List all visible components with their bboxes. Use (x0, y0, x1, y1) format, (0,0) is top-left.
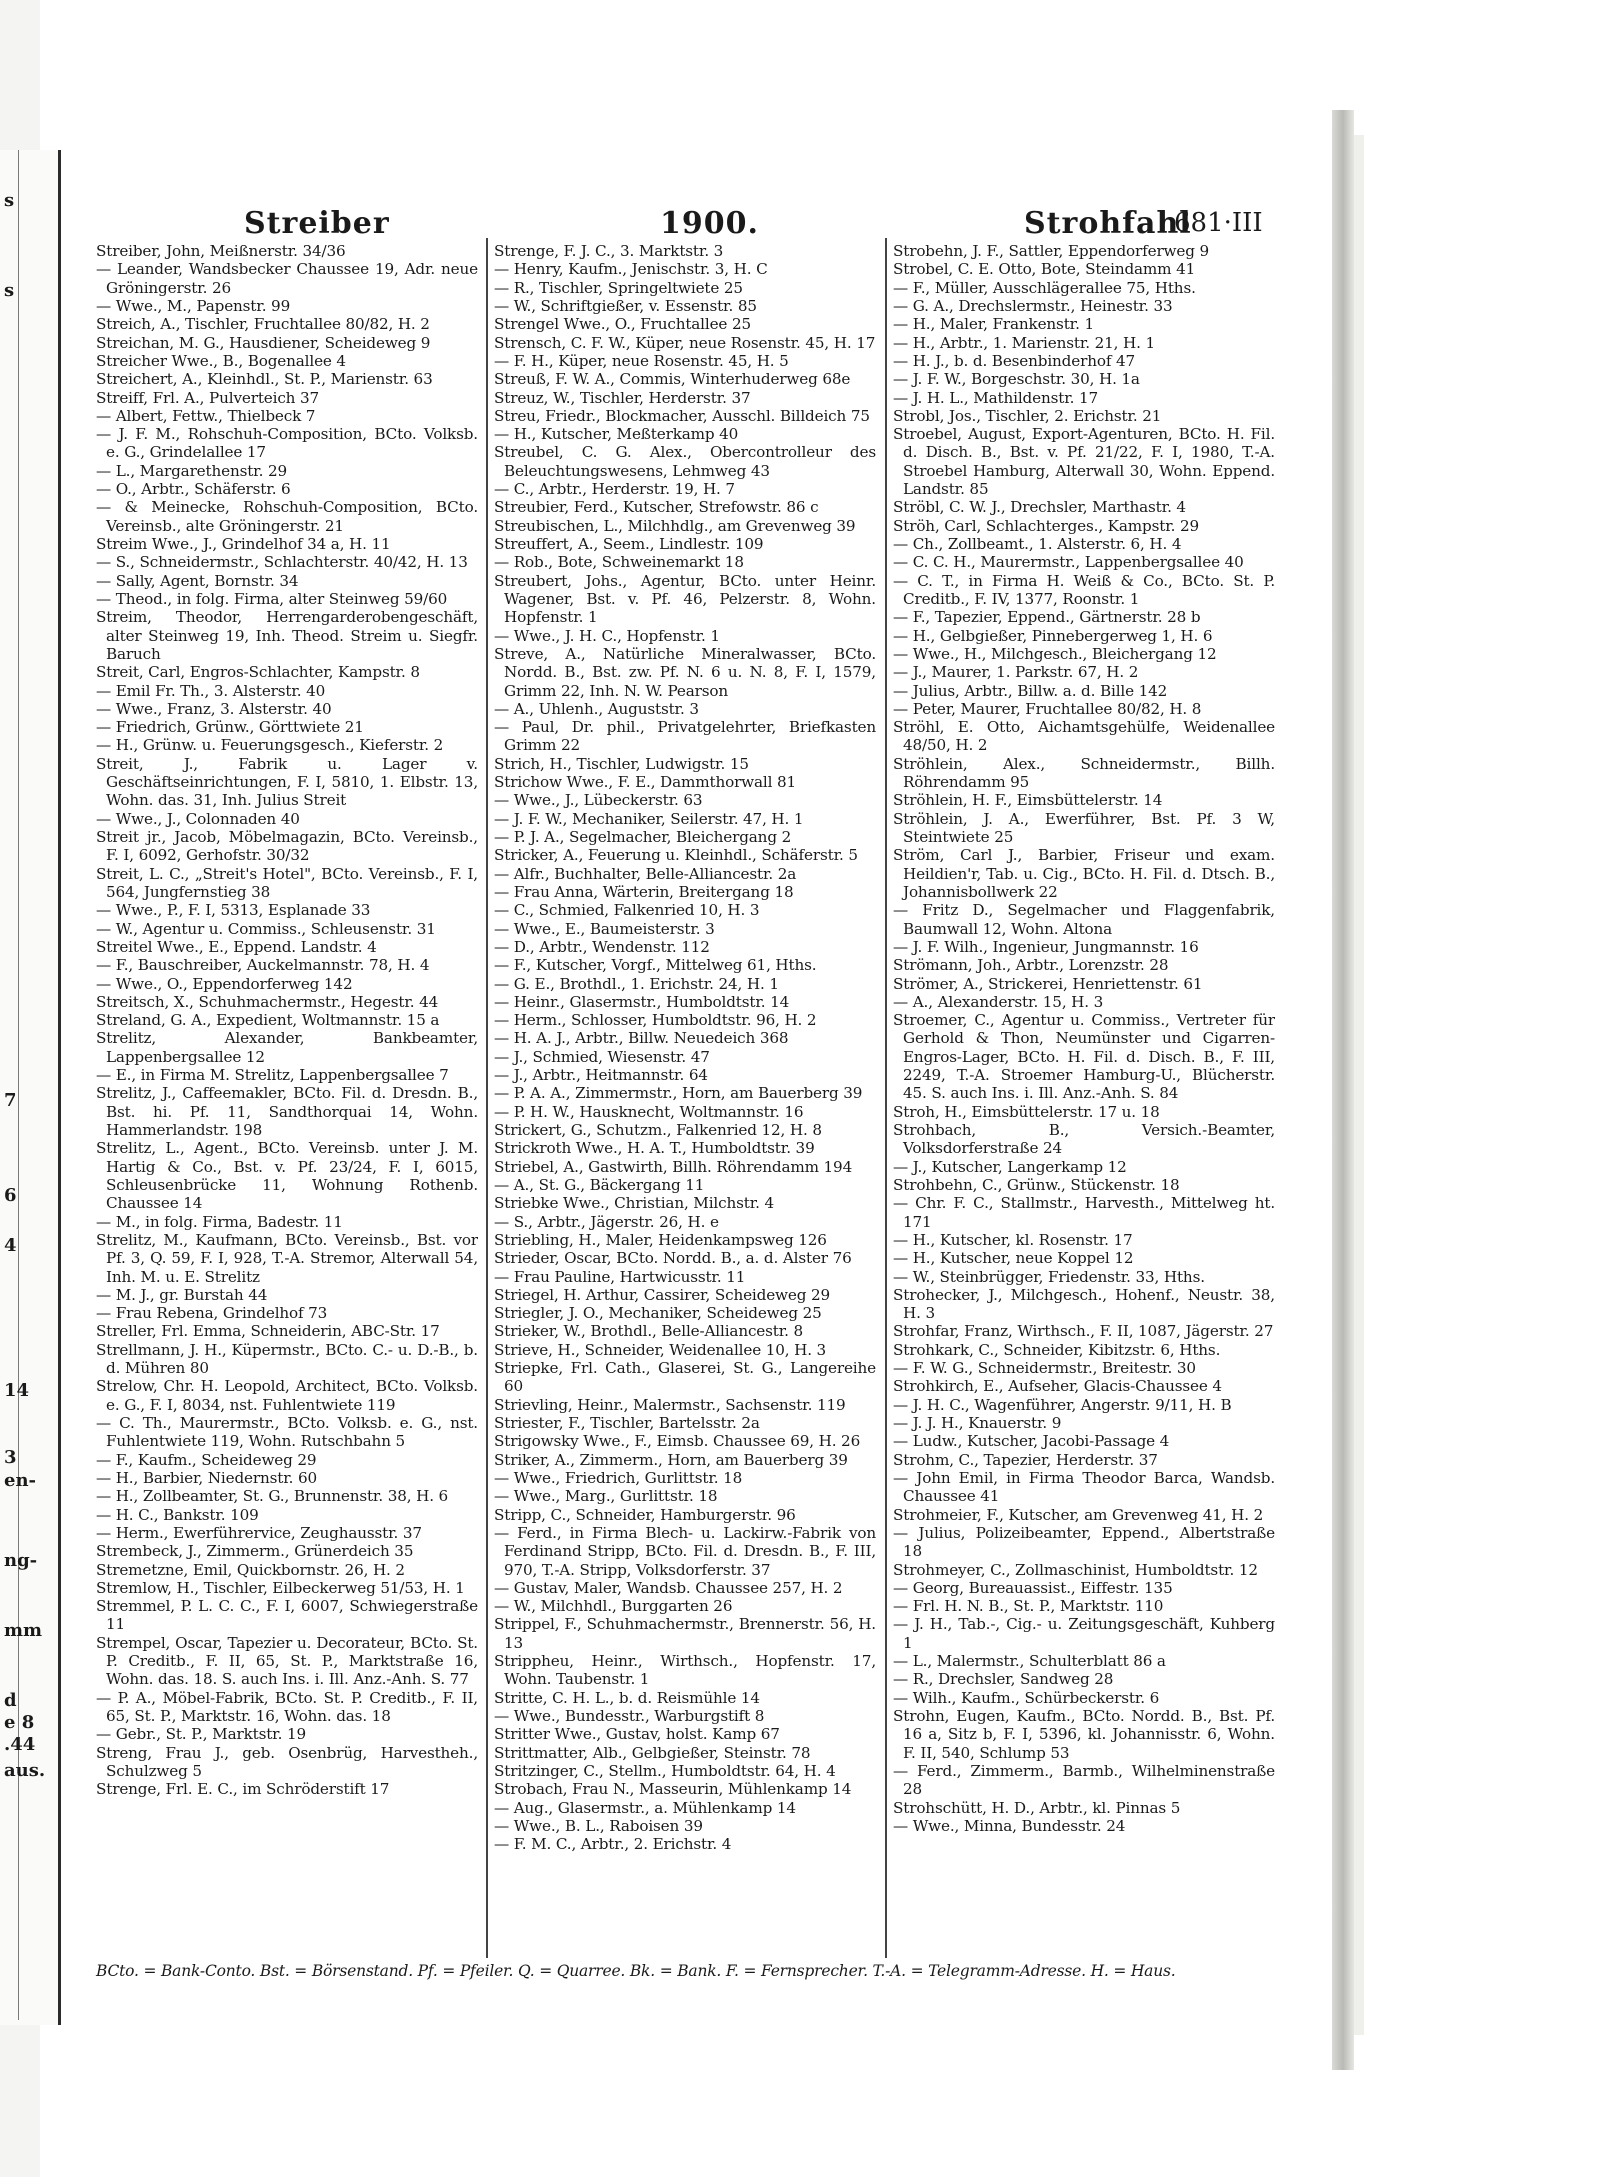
directory-entry: — Wwe., Franz, 3. Alsterstr. 40 (96, 699, 332, 718)
fragment: aus. (4, 1760, 46, 1781)
directory-entry: — W., Agentur u. Commiss., Schleusenstr. 31 (96, 919, 436, 938)
directory-entry: Ströhl, E. Otto, Aichamtsgehülfe, Weidenallee 48/50, H. 2 (893, 718, 1275, 755)
directory-entry: Strempel, Oscar, Tapezier u. Decorateur, BCto. St. P. Creditb., F. II, 65, St. P., Marktstraße 16, Wohn. das. 18. S. auch Ins. i. Ill. Anz.-Anh. S. 77 (96, 1633, 478, 1689)
directory-entry: — J. F. W., Mechaniker, Seilerstr. 47, H. 1 (494, 809, 804, 828)
directory-entry: Streit, J., Fabrik u. Lager v. Geschäftseinrichtungen, F. I, 5810, 1. Elbstr. 13, Wohn. das. 31, Inh. Julius Streit (96, 754, 478, 810)
directory-entry: Strömer, A., Strickerei, Henriettenstr. 61 (893, 974, 1203, 993)
directory-entry: Stricker, A., Feuerung u. Kleinhdl., Schäferstr. 5 (494, 846, 858, 865)
directory-entry: Strohschütt, H. D., Arbtr., kl. Pinnas 5 (893, 1798, 1181, 1817)
directory-entry: — W., Schriftgießer, v. Essenstr. 85 (494, 296, 757, 315)
directory-entry: Stroemer, C., Agentur u. Commiss., Vertreter für Gerhold & Thon, Neumünster und Cigarren-Engros-Lager, BCto. H. Fil. d. Disch. B., F. III, 2249, T.-A. Stroemer Hamburg-U., Blücherstr. 45. S. auch Ins. i. Ill. Anz.-Anh. S. 84 (893, 1011, 1275, 1103)
page-edge-highlight (1354, 135, 1364, 2035)
directory-entry: — F., Tapezier, Eppend., Gärtnerstr. 28 b (893, 608, 1201, 627)
header-first-name: Streiber (244, 206, 390, 241)
directory-entry: Strelitz, J., Caffeemakler, BCto. Fil. d. Dresdn. B., Bst. hi. Pf. 11, Sandthorquai 14, Wohn. Hammerlandstr. 198 (96, 1084, 478, 1139)
column-2 (494, 242, 876, 1962)
directory-entry: — R., Tischler, Springeltwiete 25 (494, 278, 743, 297)
directory-entry: — Wwe., B. L., Raboisen 39 (494, 1816, 703, 1835)
directory-entry: — John Emil, in Firma Theodor Barca, Wandsb. Chaussee 41 (893, 1468, 1275, 1506)
directory-entry: — Julius, Polizeibeamter, Eppend., Albertstraße 18 (893, 1523, 1275, 1561)
directory-entry: — Ferd., in Firma Blech- u. Lackirw.-Fabrik von Ferdinand Stripp, BCto. Fil. d. Dresdn. B., F. III, 970, T.-A. Stripp, Volksdorferstr. 37 (494, 1523, 876, 1579)
column-1 (96, 242, 478, 1962)
fragment: mm (4, 1620, 43, 1641)
directory-entry: Strichow Wwe., F. E., Dammthorwall 81 (494, 773, 797, 792)
directory-entry: — W., Milchhdl., Burggarten 26 (494, 1597, 733, 1616)
directory-entry: Streit, L. C., „Streit's Hotel", BCto. Vereinsb., F. I, 564, Jungfernstieg 38 (96, 864, 478, 901)
directory-entry: — J. J. H., Knauerstr. 9 (893, 1414, 1062, 1432)
directory-entry: — J. H. L., Mathildenstr. 17 (893, 388, 1099, 407)
directory-entry: — Wwe., J. H. C., Hopfenstr. 1 (494, 626, 720, 645)
directory-entry: Stremmel, P. L. C. C., F. I, 6007, Schwiegerstraße 11 (96, 1597, 478, 1634)
directory-entry: Strobl, Jos., Tischler, 2. Erichstr. 21 (893, 406, 1162, 425)
directory-entry: — A., St. G., Bäckergang 11 (494, 1175, 705, 1194)
fragment: e 8 (4, 1712, 35, 1733)
directory-entry: — P. A., Möbel-Fabrik, BCto. St. P. Creditb., F. II, 65, St. P., Marktstr. 16, Wohn. das. 18 (96, 1688, 478, 1725)
directory-entry: Strohn, Eugen, Kaufm., BCto. Nordd. B., Bst. Pf. 16 a, Sitz b, F. I, 5396, kl. Johannisstr. 6, Wohn. F. II, 540, Schlump 53 (893, 1707, 1275, 1762)
directory-entry: Stripp, C., Schneider, Hamburgerstr. 96 (494, 1505, 796, 1524)
directory-entry: — Wwe., M., Papenstr. 99 (96, 296, 291, 315)
directory-entry: Streim, Theodor, Herrengarderobengeschäft, alter Steinweg 19, Inh. Theod. Streim u. Siegfr. Baruch (96, 608, 478, 663)
directory-entry: Streng, Frau J., geb. Osenbrüg, Harvestheh., Schulzweg 5 (96, 1743, 478, 1780)
directory-entry: Streland, G. A., Expedient, Woltmannstr. 15 a (96, 1011, 440, 1030)
directory-entry: — G. E., Brothdl., 1. Erichstr. 24, H. 1 (494, 974, 779, 993)
directory-entry: Stremetzne, Emil, Quickbornstr. 26, H. 2 (96, 1560, 405, 1579)
directory-entry: Strohmeier, F., Kutscher, am Grevenweg 41, H. 2 (893, 1505, 1264, 1524)
fragment: ng- (4, 1550, 38, 1571)
directory-entry: — F., Kaufm., Scheideweg 29 (96, 1450, 317, 1469)
directory-entry: Strievling, Heinr., Malermstr., Sachsenstr. 119 (494, 1395, 846, 1414)
directory-entry: Striester, F., Tischler, Bartelsstr. 2a (494, 1414, 760, 1432)
directory-entry: Strohm, C., Tapezier, Herderstr. 37 (893, 1450, 1158, 1469)
directory-entry: Strickert, G., Schutzm., Falkenried 12, H. 8 (494, 1121, 822, 1139)
directory-entry: Streubier, Ferd., Kutscher, Strefowstr. 86 c (494, 498, 819, 517)
directory-entry: — H., Gelbgießer, Pinnebergerweg 1, H. 6 (893, 626, 1213, 645)
directory-entry: — H. A. J., Arbtr., Billw. Neuedeich 368 (494, 1029, 789, 1048)
directory-entry: Streiff, Frl. A., Pulverteich 37 (96, 388, 320, 407)
directory-entry: — Julius, Arbtr., Billw. a. d. Bille 142 (893, 681, 1168, 700)
directory-entry: Streitel Wwe., E., Eppend. Landstr. 4 (96, 937, 377, 956)
directory-entry: — Heinr., Glasermstr., Humboldtstr. 14 (494, 992, 790, 1011)
directory-entry: Strengel Wwe., O., Fruchtallee 25 (494, 315, 751, 334)
directory-entry: — F. M. C., Arbtr., 2. Erichstr. 4 (494, 1835, 732, 1854)
directory-entry: — E., in Firma M. Strelitz, Lappenbergsallee 7 (96, 1066, 449, 1085)
abbreviation-legend: BCto. = Bank-Conto. Bst. = Börsenstand. Pf. = Pfeiler. Q. = Quarree. Bk. = Bank. F. = Fernsprecher. T.-A. = Telegramm-Adresse. H. = Haus. (96, 1962, 1176, 1980)
directory-entry: Ströbl, C. W. J., Drechsler, Marthastr. 4 (893, 498, 1186, 517)
directory-entry: Strohfar, Franz, Wirthsch., F. II, 1087, Jägerstr. 27 (893, 1322, 1274, 1341)
directory-entry: Strittmatter, Alb., Gelbgießer, Steinstr. 78 (494, 1743, 811, 1762)
directory-entry: — C. T., in Firma H. Weiß & Co., BCto. St. P. Creditb., F. IV, 1377, Roonstr. 1 (893, 571, 1275, 608)
directory-entry: — Sally, Agent, Bornstr. 34 (96, 571, 299, 590)
directory-entry: — H., Kutscher, neue Koppel 12 (893, 1249, 1134, 1268)
directory-entry: Strickroth Wwe., H. A. T., Humboldtstr. 39 (494, 1139, 815, 1158)
directory-entry: Streichan, M. G., Hausdiener, Scheideweg 9 (96, 333, 431, 352)
directory-entry: Strelow, Chr. H. Leopold, Architect, BCto. Volksb. e. G., F. I, 8034, nst. Fuhlentwiete 119 (96, 1377, 478, 1414)
directory-entry: — Frau Anna, Wärterin, Breitergang 18 (494, 882, 794, 901)
fragment: 6 (4, 1185, 17, 1206)
directory-entry: — D., Arbtr., Wendenstr. 112 (494, 937, 710, 956)
directory-entry: Strömann, Joh., Arbtr., Lorenzstr. 28 (893, 956, 1169, 975)
header-year: 1900. (660, 206, 759, 241)
directory-entry: Strellmann, J. H., Küpermstr., BCto. C.- u. D.-B., b. d. Mühren 80 (96, 1340, 478, 1378)
directory-entry: Ströhlein, J. A., Ewerführer, Bst. Pf. 3 W, Steintwiete 25 (893, 809, 1275, 846)
directory-entry: — Fritz D., Segelmacher und Flaggenfabrik, Baumwall 12, Wohn. Altona (893, 901, 1275, 938)
directory-entry: Stritter Wwe., Gustav, holst. Kamp 67 (494, 1725, 780, 1744)
directory-entry: — J., Schmied, Wiesenstr. 47 (494, 1047, 710, 1066)
column-divider (486, 238, 488, 1958)
directory-entry: — P. H. W., Hausknecht, Woltmannstr. 16 (494, 1102, 804, 1121)
directory-entry: Streich, A., Tischler, Fruchtallee 80/82, H. 2 (96, 315, 430, 334)
directory-entry: — Gebr., St. P., Marktstr. 19 (96, 1725, 307, 1744)
directory-entry: Stritte, C. H. L., b. d. Reismühle 14 (494, 1688, 760, 1707)
directory-entry: — Wwe., Friedrich, Gurlittstr. 18 (494, 1468, 743, 1487)
directory-entry: — J. F. M., Rohschuh-Composition, BCto. Volksb. e. G., Grindelallee 17 (96, 425, 478, 462)
directory-entry: Streuz, W., Tischler, Herderstr. 37 (494, 388, 751, 407)
directory-page (96, 190, 1294, 2010)
directory-entry: — O., Arbtr., Schäferstr. 6 (96, 480, 291, 499)
directory-entry: — R., Drechsler, Sandweg 28 (893, 1670, 1114, 1689)
directory-entry: — Frau Rebena, Grindelhof 73 (96, 1304, 328, 1323)
directory-entry: Streit, Carl, Engros-Schlachter, Kampstr. 8 (96, 663, 420, 682)
directory-entry: Strelitz, M., Kaufmann, BCto. Vereinsb., Bst. vor Pf. 3, Q. 59, F. I, 928, T.-A. Stremor, Alterwall 54, Inh. M. u. E. Strelitz (96, 1230, 478, 1286)
directory-entry: Striepke, Frl. Cath., Glaserei, St. G., Langereihe 60 (494, 1359, 876, 1396)
directory-entry: — Georg, Bureauassist., Eiffestr. 135 (893, 1578, 1173, 1597)
directory-entry: — Aug., Glasermstr., a. Mühlenkamp 14 (494, 1798, 796, 1817)
directory-entry: — Wwe., O., Eppendorferweg 142 (96, 974, 353, 993)
directory-entry: Streuß, F. W. A., Commis, Winterhuderweg 68e (494, 370, 851, 389)
directory-entry: Strohbach, B., Versich.-Beamter, Volksdorferstraße 24 (893, 1121, 1275, 1158)
directory-entry: Strigowsky Wwe., F., Eimsb. Chaussee 69, H. 26 (494, 1432, 861, 1451)
directory-entry: — Friedrich, Grünw., Görttwiete 21 (96, 718, 364, 737)
directory-entry: — Chr. F. C., Stallmstr., Harvesth., Mittelweg ht. 171 (893, 1194, 1275, 1231)
directory-entry: — H., Kutscher, kl. Rosenstr. 17 (893, 1230, 1133, 1249)
directory-entry: — S., Arbtr., Jägerstr. 26, H. e (494, 1212, 719, 1231)
directory-entry: — J., Kutscher, Langerkamp 12 (893, 1157, 1127, 1176)
directory-entry: Strenge, Frl. E. C., im Schröderstift 17 (96, 1780, 390, 1799)
directory-entry: — Wilh., Kaufm., Schürbeckerstr. 6 (893, 1688, 1160, 1707)
directory-entry: — Herm., Ewerführervice, Zeughausstr. 37 (96, 1523, 422, 1542)
fragment: s (4, 280, 15, 301)
directory-entry: — F., Kutscher, Vorgf., Mittelweg 61, Hths. (494, 956, 817, 975)
directory-entry: Striebling, H., Maler, Heidenkampsweg 126 (494, 1230, 827, 1249)
header-last-name: Strohfahl (1024, 206, 1192, 241)
column-divider (885, 238, 887, 1958)
directory-entry: Ström, Carl J., Barbier, Friseur und exam. Heildien'r, Tab. u. Cig., BCto. H. Fil. d. Dtsch. B., Johannisbollwerk 22 (893, 846, 1275, 901)
directory-entry: Streitsch, X., Schuhmachermstr., Hegestr. 44 (96, 992, 439, 1011)
directory-entry: Ströhlein, Alex., Schneidermstr., Billh. Röhrendamm 95 (893, 754, 1275, 792)
fragment: en- (4, 1470, 37, 1491)
directory-entry: Strieder, Oscar, BCto. Nordd. B., a. d. Alster 76 (494, 1249, 852, 1268)
directory-entry: Strohmeyer, C., Zollmaschinist, Humboldtstr. 12 (893, 1560, 1258, 1579)
directory-entry: — F. W. G., Schneidermstr., Breitestr. 30 (893, 1359, 1196, 1378)
directory-entry: — H., Maler, Frankenstr. 1 (893, 315, 1094, 334)
directory-entry: — P. J. A., Segelmacher, Bleichergang 2 (494, 828, 792, 846)
directory-entry: — A., Uhlenh., Auguststr. 3 (494, 699, 699, 718)
directory-entry: — Peter, Maurer, Fruchtallee 80/82, H. 8 (893, 699, 1202, 718)
directory-entry: Stremlow, H., Tischler, Eilbeckerweg 51/53, H. 1 (96, 1578, 465, 1597)
directory-entry: — H., Grünw. u. Feuerungsgesch., Kieferstr. 2 (96, 736, 444, 755)
directory-entry: — J., Maurer, 1. Parkstr. 67, H. 2 (893, 663, 1139, 682)
directory-entry: — Alfr., Buchhalter, Belle-Alliancestr. 2a (494, 864, 797, 883)
directory-entry: Strohecker, J., Milchgesch., Hohenf., Neustr. 38, H. 3 (893, 1285, 1275, 1323)
directory-entry: — G. A., Drechslermstr., Heinestr. 33 (893, 296, 1173, 315)
directory-entry: — P. A. A., Zimmermstr., Horn, am Bauerberg 39 (494, 1084, 863, 1103)
directory-entry: — J., Arbtr., Heitmannstr. 64 (494, 1066, 708, 1085)
directory-entry: — L., Malermstr., Schulterblatt 86 a (893, 1652, 1166, 1671)
directory-entry: Striegel, H. Arthur, Cassirer, Scheideweg 29 (494, 1285, 830, 1304)
directory-entry: Strobel, C. E. Otto, Bote, Steindamm 41 (893, 260, 1196, 279)
directory-entry: — Emil Fr. Th., 3. Alsterstr. 40 (96, 681, 326, 700)
directory-entry: Strenge, F. J. C., 3. Marktstr. 3 (494, 242, 724, 260)
directory-entry: — H., Zollbeamter, St. G., Brunnenstr. 38, H. 6 (96, 1487, 449, 1506)
directory-entry: — W., Steinbrügger, Friedenstr. 33, Hths. (893, 1267, 1205, 1286)
directory-entry: Streiber, John, Meißnerstr. 34/36 (96, 242, 346, 260)
directory-entry: — L., Margarethenstr. 29 (96, 461, 287, 480)
directory-entry: — J. F. W., Borgeschstr. 30, H. 1a (893, 370, 1140, 389)
directory-entry: Striebel, A., Gastwirth, Billh. Röhrendamm 194 (494, 1157, 853, 1176)
directory-entry: Streuffert, A., Seem., Lindlestr. 109 (494, 535, 764, 553)
directory-entry: Strensch, C. F. W., Küper, neue Rosenstr. 45, H. 17 (494, 333, 876, 352)
directory-entry: Streit jr., Jacob, Möbelmagazin, BCto. Vereinsb., F. I, 6092, Gerhofstr. 30/32 (96, 828, 478, 865)
directory-entry: Ströh, Carl, Schlachterges., Kampstr. 29 (893, 516, 1200, 535)
directory-entry: — Wwe., J., Colonnaden 40 (96, 809, 300, 828)
directory-entry: — F. H., Küper, neue Rosenstr. 45, H. 5 (494, 351, 789, 370)
directory-entry: Strobach, Frau N., Masseurin, Mühlenkamp 14 (494, 1780, 852, 1799)
page-number: 681·III (1174, 208, 1263, 238)
directory-entry: Strobehn, J. F., Sattler, Eppendorferweg 9 (893, 242, 1210, 260)
directory-entry: — Frl. H. N. B., St. P., Marktstr. 110 (893, 1597, 1164, 1616)
fragment: .44 (4, 1734, 36, 1755)
directory-entry: — Gustav, Maler, Wandsb. Chaussee 257, H. 2 (494, 1578, 843, 1597)
directory-entry: — Henry, Kaufm., Jenischstr. 3, H. C (494, 260, 768, 279)
page-edge-shadow (1332, 110, 1354, 2070)
directory-entry: — H., Arbtr., 1. Marienstr. 21, H. 1 (893, 333, 1155, 352)
fragment: 7 (4, 1090, 17, 1111)
directory-entry: — M. J., gr. Burstah 44 (96, 1285, 268, 1304)
directory-entry: Streicher Wwe., B., Bogenallee 4 (96, 351, 346, 370)
directory-entry: — Wwe., H., Milchgesch., Bleichergang 12 (893, 644, 1217, 663)
fragment: s (4, 190, 15, 211)
directory-entry: — Ch., Zollbeamt., 1. Alsterstr. 6, H. 4 (893, 535, 1182, 553)
fragment: 14 (4, 1380, 30, 1401)
directory-entry: Streubel, C. G. Alex., Obercontrolleur des Beleuchtungswesens, Lehmweg 43 (494, 443, 876, 480)
directory-entry: Striebke Wwe., Christian, Milchstr. 4 (494, 1194, 775, 1213)
directory-entry: — Ferd., Zimmerm., Barmb., Wilhelminenstraße 28 (893, 1761, 1275, 1799)
directory-entry: Streim Wwe., J., Grindelhof 34 a, H. 11 (96, 535, 391, 553)
directory-entry: — Rob., Bote, Schweinemarkt 18 (494, 553, 744, 572)
directory-entry: — F., Müller, Ausschlägerallee 75, Hths. (893, 278, 1196, 297)
directory-entry: Strich, H., Tischler, Ludwigstr. 15 (494, 754, 749, 773)
directory-entry: — H., Barbier, Niedernstr. 60 (96, 1468, 318, 1487)
fragment: d (4, 1690, 17, 1711)
directory-entry: — & Meinecke, Rohschuh-Composition, BCto. Vereinsb., alte Gröningerstr. 21 (96, 498, 478, 535)
directory-entry: — C., Arbtr., Herderstr. 19, H. 7 (494, 480, 735, 499)
fragment: 3 (4, 1447, 17, 1468)
directory-entry: — Theod., in folg. Firma, alter Steinweg 59/60 (96, 589, 448, 608)
directory-entry: — Albert, Fettw., Thielbeck 7 (96, 406, 316, 425)
directory-entry: Strippel, F., Schuhmachermstr., Brennerstr. 56, H. 13 (494, 1615, 876, 1652)
directory-entry: Strelitz, L., Agent., BCto. Vereinsb. unter J. M. Hartig & Co., Bst. v. Pf. 23/24, F. I, 6015, Schleusenbrücke 11, Wohnung Rothenb. Chaussee 14 (96, 1139, 478, 1213)
directory-entry: — H. J., b. d. Besenbinderhof 47 (893, 351, 1136, 370)
directory-entry: — J. F. Wilh., Ingenieur, Jungmannstr. 16 (893, 937, 1199, 956)
directory-entry: — F., Bauschreiber, Auckelmannstr. 78, H. 4 (96, 956, 430, 975)
directory-entry: — Wwe., P., F. I, 5313, Esplanade 33 (96, 901, 371, 920)
directory-entry: — Frau Pauline, Hartwicusstr. 11 (494, 1267, 746, 1286)
directory-entry: — Wwe., Marg., Gurlittstr. 18 (494, 1487, 718, 1506)
directory-entry: — C. C. H., Maurermstr., Lappenbergsallee 40 (893, 553, 1244, 572)
directory-entry: Strippheu, Heinr., Wirthsch., Hopfenstr. 17, Wohn. Taubenstr. 1 (494, 1652, 876, 1689)
directory-entry: Strohkirch, E., Aufseher, Glacis-Chaussee 4 (893, 1377, 1222, 1396)
directory-entry: — M., in folg. Firma, Badestr. 11 (96, 1212, 343, 1231)
directory-entry: Strelitz, Alexander, Bankbeamter, Lappenbergsallee 12 (96, 1029, 478, 1066)
directory-entry: Strohbehn, C., Grünw., Stückenstr. 18 (893, 1175, 1180, 1194)
directory-entry: Streller, Frl. Emma, Schneiderin, ABC-Str. 17 (96, 1322, 440, 1341)
directory-entry: — Wwe., J., Lübeckerstr. 63 (494, 791, 703, 810)
directory-entry: Striker, A., Zimmerm., Horn, am Bauerberg 39 (494, 1450, 848, 1469)
directory-entry: Streichert, A., Kleinhdl., St. P., Marienstr. 63 (96, 370, 433, 389)
directory-entry: Streve, A., Natürliche Mineralwasser, BCto. Nordd. B., Bst. zw. Pf. N. 6 u. N. 8, F. I, 1579, Grimm 22, Inh. N. W. Pearson (494, 644, 876, 700)
directory-entry: — C. Th., Maurermstr., BCto. Volksb. e. G., nst. Fuhlentwiete 119, Wohn. Rutschbahn 5 (96, 1414, 478, 1451)
directory-entry: — A., Alexanderstr. 15, H. 3 (893, 992, 1104, 1011)
directory-entry: — Leander, Wandsbecker Chaussee 19, Adr. neue Gröningerstr. 26 (96, 260, 478, 297)
directory-entry: Striegler, J. O., Mechaniker, Scheideweg 25 (494, 1304, 822, 1323)
directory-entry: Strembeck, J., Zimmerm., Grünerdeich 35 (96, 1542, 414, 1561)
directory-entry: — H. C., Bankstr. 109 (96, 1505, 259, 1524)
directory-entry: Stritzinger, C., Stellm., Humboldtstr. 64, H. 4 (494, 1761, 836, 1780)
directory-entry: — Wwe., Minna, Bundesstr. 24 (893, 1816, 1126, 1835)
directory-entry: Strohkark, C., Schneider, Kibitzstr. 6, Hths. (893, 1340, 1221, 1359)
directory-entry: — H., Kutscher, Meßterkamp 40 (494, 425, 739, 444)
directory-entry: — S., Schneidermstr., Schlachterstr. 40/42, H. 13 (96, 553, 468, 572)
column-3 (893, 242, 1275, 1962)
fragment: 4 (4, 1235, 17, 1256)
directory-entry: — J. H. C., Wagenführer, Angerstr. 9/11, H. B (893, 1395, 1232, 1414)
directory-entry: — J. H., Tab.-, Cig.- u. Zeitungsgeschäft, Kuhberg 1 (893, 1615, 1275, 1652)
directory-entry: — C., Schmied, Falkenried 10, H. 3 (494, 901, 760, 920)
directory-entry: Streubischen, L., Milchhdlg., am Grevenweg 39 (494, 516, 856, 535)
directory-entry: Stroh, H., Eimsbüttelerstr. 17 u. 18 (893, 1102, 1160, 1121)
previous-page-fragments (0, 0, 58, 2177)
directory-entry: — Ludw., Kutscher, Jacobi-Passage 4 (893, 1432, 1170, 1451)
directory-entry: Strieve, H., Schneider, Weidenallee 10, H. 3 (494, 1340, 827, 1359)
directory-entry: — Herm., Schlosser, Humboldtstr. 96, H. 2 (494, 1011, 817, 1030)
directory-entry: Strieker, W., Brothdl., Belle-Alliancestr. 8 (494, 1322, 804, 1341)
directory-entry: Ströhlein, H. F., Eimsbüttelerstr. 14 (893, 791, 1163, 810)
directory-entry: — Paul, Dr. phil., Privatgelehrter, Briefkasten Grimm 22 (494, 718, 876, 755)
directory-entry: Stroebel, August, Export-Agenturen, BCto. H. Fil. d. Disch. B., Bst. v. Pf. 21/22, F. I, 1980, T.-A. Stroebel Hamburg, Alterwall 30, Wohn. Eppend. Landstr. 85 (893, 425, 1275, 499)
directory-entry: — Wwe., E., Baumeisterstr. 3 (494, 919, 715, 938)
directory-entry: Streu, Friedr., Blockmacher, Ausschl. Billdeich 75 (494, 406, 870, 425)
directory-entry: Streubert, Johs., Agentur, BCto. unter Heinr. Wagener, Bst. v. Pf. 46, Pelzerstr. 8, Wohn. Hopfenstr. 1 (494, 571, 876, 627)
directory-entry: — Wwe., Bundesstr., Warburgstift 8 (494, 1707, 765, 1725)
